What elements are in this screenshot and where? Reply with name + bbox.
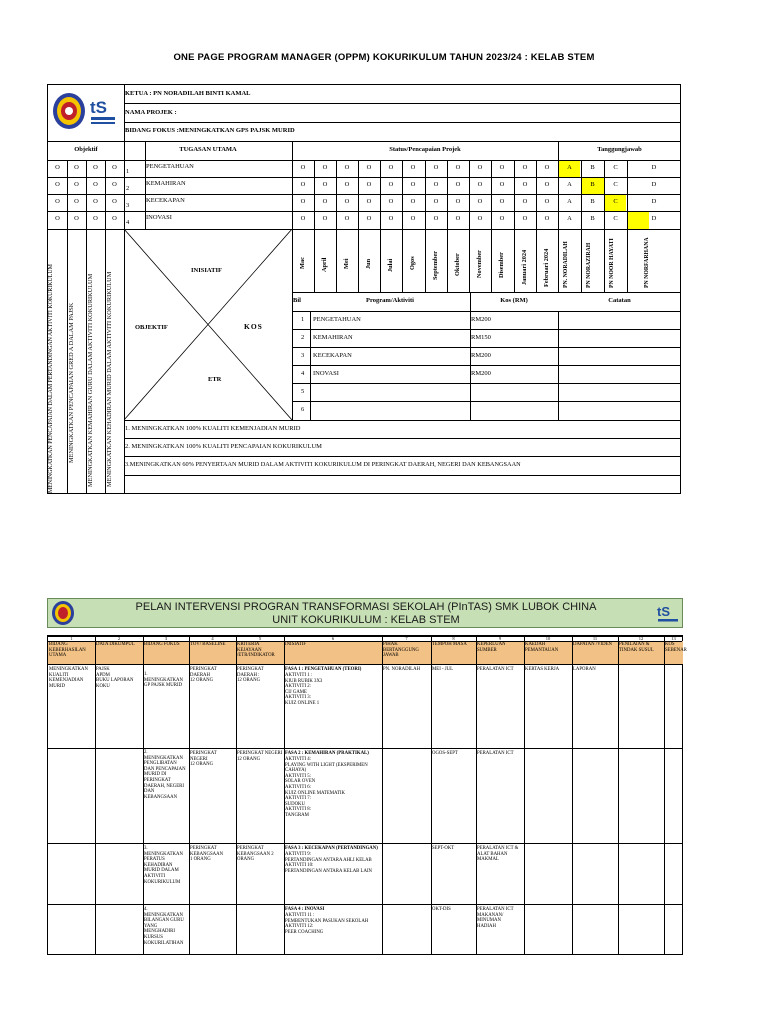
month-label: Ogos [409, 256, 416, 271]
inisiatif-title: FASA 1 : PENGETAHUAN (TEORI) [285, 667, 362, 672]
status-mark: O [322, 198, 328, 205]
status-mark: O [322, 164, 328, 171]
status-mark: O [300, 181, 306, 188]
program-bil: 3 [301, 352, 305, 359]
ts-logo [88, 93, 118, 127]
status-mark: O [410, 181, 416, 188]
program-bil: 2 [301, 334, 305, 341]
status-mark: O [477, 181, 483, 188]
program-kos-header: Kos (RM) [500, 297, 528, 304]
program-catatan-header: Catatan [608, 297, 631, 304]
svg-text:tS: tS [657, 604, 670, 619]
pintas-title-line1: PELAN INTERVENSI PROGRAN TRANSFORMASI SEKOLAH (PInTAS) SMK LUBOK CHINA [135, 601, 597, 613]
status-mark: O [388, 164, 394, 171]
resp-letter: C [613, 164, 618, 171]
program-kos: RM200 [471, 316, 491, 323]
status-mark: O [499, 198, 505, 205]
column-number: 13 [671, 636, 676, 641]
status-mark: O [300, 164, 306, 171]
tempoh-masa: MEI - JUL [432, 667, 454, 672]
person-label: PN NORFARHANA [644, 237, 650, 288]
dapatan-eviden: LAPORAN [573, 667, 596, 672]
inisiatif-detail: AKTIVITI 11 : PEMBENTUKAN PASUKAN SEKOLAH AKTIVITI 12: PEER COACHING [285, 913, 369, 935]
vertical-objective: MENINGKATKAN PENCAPAIAN DALAM PERTANDINGAN AKTIVITI KOKURIKULUM [48, 264, 54, 493]
status-mark: O [322, 181, 328, 188]
objective-mark: O [112, 181, 117, 188]
objective-mark: O [93, 181, 98, 188]
keperluan-sumber: PERALATAN ICT [477, 667, 514, 672]
objective-mark: O [74, 181, 79, 188]
vertical-objective: MENINGKATKAN KEHADIRAN MURID DALAM AKTIVITI KOKURIKULUM [106, 271, 113, 487]
objective-mark: O [55, 198, 60, 205]
status-mark: O [499, 181, 505, 188]
column-header: INISIATIF [285, 642, 307, 647]
oppm-table [47, 84, 681, 494]
resp-letter: D [651, 181, 657, 188]
status-mark: O [366, 198, 372, 205]
status-mark: O [455, 215, 461, 222]
column-number: 2 [117, 636, 121, 641]
month-label: Februari 2024 [543, 248, 550, 288]
resp-letter: C [613, 198, 618, 205]
column-number: 4 [211, 636, 214, 641]
column-number: 8 [452, 636, 455, 641]
program-bil-header: Bil [293, 297, 301, 304]
resp-letter: A [567, 198, 572, 205]
column-header: PIHAK BERTANGGUNG JAWAB [383, 642, 419, 659]
column-header: BIDANG KEBERHASILAN UTAMA [49, 642, 86, 659]
nama-projek-label: NAMA PROJEK : [125, 109, 177, 116]
tugasan-header: TUGASAN UTAMA [179, 146, 237, 153]
data-dikumpul: PAJSK APDM BUKU LAPORAN KOKU [96, 667, 134, 689]
column-header: TOV/ BASELINE [190, 642, 226, 647]
status-mark: O [388, 215, 394, 222]
status-mark: O [455, 198, 461, 205]
objective-mark: O [112, 215, 117, 222]
column-number: 11 [592, 636, 598, 641]
bidang-fokus: 2. MENINGKATKAN PENGLIBATAN DAN PENCAPAIAN MURID DI PERINGKAT DAERAH, NEGERI DAN KEBANGSAAN [144, 750, 186, 800]
column-number: 7 [405, 636, 408, 641]
status-mark: O [522, 198, 528, 205]
vertical-objective: MENINGKATKAN KEMAHIRAN GURU DALAM AKTIVITI KOKURIKULUM [87, 273, 94, 487]
program-name: KECEKAPAN [313, 352, 352, 359]
program-bil: 6 [301, 406, 305, 413]
column-header: KEPERLUAN SUMBER [477, 642, 506, 653]
tanggungjawab-header: Tanggungjawab [597, 146, 642, 153]
status-mark: O [300, 198, 306, 205]
kriteria-etr: PERINGKAT DAERAH : 12 ORANG [237, 667, 264, 684]
resp-letter: C [613, 181, 618, 188]
month-label: April [321, 257, 328, 273]
status-mark: O [366, 215, 372, 222]
person-label: PN NOOR HAYATI [609, 238, 615, 288]
inisiatif-detail: AKTIVITI 4: PLAYING WITH LIGHT (EKSPERIMEN CAHAYA) AKTIVITI 5: SOLAR OVEN AKTIVITI 6: KUIZ ONLINE MATEMATIK AKTIVITI 7: SUDOKU AKTIVITI 8: TANGRAM [285, 757, 368, 818]
bidang-fokus-label: BIDANG FOKUS :MENINGKATKAN GPS PAJSK MURID [125, 127, 295, 134]
ketua-label: KETUA : PN NORADILAH BINTI KAMAL [125, 90, 251, 97]
objective-mark: O [93, 164, 98, 171]
inisiatif-title: FASA 2 : KEMAHIRAN (PRAKTIKAL) [285, 751, 369, 756]
column-number: 1 [70, 636, 73, 641]
status-mark: O [455, 164, 461, 171]
x-label-inisiatif: INISIATIF [191, 267, 222, 274]
bidang-fokus: 4. MENINGKATKAN BILANGAN GURU YANG MENGHADIRI KURSUS KOKURILATIHAN [144, 907, 184, 946]
ts-logo [656, 601, 680, 626]
task-name: PENGETAHUAN [146, 163, 194, 170]
resp-letter: A [567, 215, 572, 222]
status-mark: O [433, 198, 439, 205]
status-mark: O [366, 164, 372, 171]
resp-letter: D [651, 198, 657, 205]
program-bil: 1 [301, 316, 305, 323]
inisiatif-detail: AKTIVITI 9: PERTANDINGAN ANTARA AHLI KELAB AKTIVITI 10: PERTANDINGAN ANTARA KELAB LAIN [285, 852, 373, 874]
keperluan-sumber: PERALATAN ICT MAKANAN/ MINUMAN HADIAH [477, 907, 514, 929]
resp-letter: D [651, 215, 657, 222]
objective-mark: O [112, 164, 117, 171]
keperluan-sumber: PERALATAN ICT [477, 751, 514, 756]
resp-letter: B [590, 164, 595, 171]
status-mark: O [433, 164, 439, 171]
month-label: November [476, 249, 483, 278]
column-number: 12 [638, 636, 644, 641]
task-name: KECEKAPAN [146, 197, 185, 204]
status-mark: O [522, 215, 528, 222]
kriteria-etr: PERINGKAT KEBANGSAAN 2 ORANG [237, 846, 274, 863]
x-label-objektif: OBJEKTIF [135, 324, 168, 331]
program-name: PENGETAHUAN [313, 316, 361, 323]
objective-mark: O [55, 215, 60, 222]
status-mark: O [499, 164, 505, 171]
resp-letter: B [590, 181, 595, 188]
status-header: Status/Pencapaian Projek [389, 146, 461, 153]
month-label: Januari 2024 [521, 250, 528, 286]
keperluan-sumber: PERALATAN ICT & ALAT BAHAN MAKMAL [477, 846, 519, 863]
resp-letter: C [613, 215, 618, 222]
oppm-title: ONE PAGE PROGRAM MANAGER (OPPM) KOKURIKULUM TAHUN 2023/24 : KELAB STEM [173, 52, 595, 63]
program-kos: RM200 [471, 370, 491, 377]
task-name: KEMAHIRAN [146, 180, 186, 187]
status-mark: O [455, 181, 461, 188]
column-header: TEMPOH MASA [432, 642, 467, 647]
svg-text:tS: tS [90, 98, 107, 117]
program-name-header: Program/Aktiviti [366, 297, 414, 304]
status-mark: O [388, 198, 394, 205]
status-mark: O [344, 198, 350, 205]
resp-letter: A [567, 164, 572, 171]
pihak-bertanggungjawab: PN. NORADILAH [383, 667, 421, 672]
kriteria-etr: PERINGKAT NEGERI 12 ORANG [237, 751, 283, 762]
resp-letter: D [651, 164, 657, 171]
tempoh-masa: SEPT-OKT [432, 846, 455, 851]
resp-letter: B [590, 215, 595, 222]
column-header: KRITERIA KEJAYAAN /ETR/INDIKATOR [237, 642, 275, 659]
program-name: INOVASI [313, 370, 339, 377]
tov-baseline: PERINGKAT DAERAH 12 ORANG [190, 667, 217, 684]
column-header: KOS SEBENAR [665, 642, 687, 653]
inisiatif-title: FASA 3 : KECEKAPAN (PERTANDINGAN) [285, 846, 378, 851]
status-mark: O [410, 215, 416, 222]
status-mark: O [544, 215, 550, 222]
task-number: 3 [126, 202, 130, 209]
status-mark: O [344, 181, 350, 188]
tempoh-masa: OKT-DIS [432, 907, 451, 912]
bidang-fokus: 1. MENINGKATKAN GP PAJSK MURID [144, 672, 183, 689]
bidang-keberhasilan: MENINGKATKAN KUALITI KEMENJADIAN MURID [49, 667, 88, 689]
column-header: KAEDAH PEMANTAUAN [525, 642, 559, 653]
column-header: DATA DIKUMPUL [96, 642, 135, 647]
status-mark: O [477, 215, 483, 222]
column-number: 5 [258, 636, 262, 641]
person-label: PN. NORADILAH [563, 241, 569, 288]
status-mark: O [344, 164, 350, 171]
status-mark: O [544, 198, 550, 205]
tov-baseline: PERINGKAT KEBANGSAAN 1 ORANG [190, 846, 224, 863]
program-name: KEMAHIRAN [313, 334, 353, 341]
status-mark: O [477, 198, 483, 205]
objective-mark: O [74, 198, 79, 205]
status-mark: O [410, 198, 416, 205]
task-name: INOVASI [146, 214, 172, 221]
objective-mark: O [55, 181, 60, 188]
pintas-header-bar [47, 598, 683, 628]
kaedah-pemantauan: KERTAS KERJA [525, 667, 560, 672]
tov-baseline: PERINGKAT NEGERI 12 ORANG [190, 751, 217, 768]
objective-mark: O [93, 215, 98, 222]
status-mark: O [499, 215, 505, 222]
month-label: Disember [498, 251, 505, 278]
objective-mark: O [74, 164, 79, 171]
bidang-fokus: 3. MENINGKATKAN PERATUS KEHADIRAN MURID DALAM AKTIVITI KOKURIKULUM [144, 846, 183, 885]
month-label: Julai [387, 258, 394, 273]
objective-mark: O [55, 164, 60, 171]
inisiatif-detail: AKTIVITI 1 : KIUB RUBIK 3X3 AKTIVITI 2: CIJ GAME AKTIVITI 3: KUIZ ONLINE 1 [285, 673, 323, 706]
status-mark: O [322, 215, 328, 222]
column-number: 6 [331, 636, 335, 641]
x-label-kos: KOS [244, 322, 263, 331]
status-mark: O [366, 181, 372, 188]
pintas-title [48, 601, 684, 627]
program-kos: RM150 [471, 334, 491, 341]
tempoh-masa: OGOS-SEPT [432, 751, 458, 756]
x-label-etr: ETR [208, 376, 222, 383]
column-number: 10 [545, 636, 551, 641]
status-mark: O [477, 164, 483, 171]
status-mark: O [433, 215, 439, 222]
task-number: 4 [126, 219, 130, 226]
pintas-title-line2: UNIT KOKURIKULUM : KELAB STEM [272, 614, 460, 626]
status-mark: O [433, 181, 439, 188]
task-number: 2 [126, 185, 130, 192]
status-mark: O [522, 164, 528, 171]
resp-letter: B [590, 198, 595, 205]
program-bil: 4 [301, 370, 305, 377]
school-crest-logo [52, 91, 86, 131]
month-label: Mac [299, 256, 306, 269]
month-label: Oktober [454, 253, 461, 276]
task-number: 1 [126, 168, 130, 175]
inisiatif-title: FASA 4 : INOVASI [285, 907, 325, 912]
pintas-table [47, 635, 687, 955]
objektif-header: Objektif [74, 146, 98, 153]
resp-letter: A [567, 181, 572, 188]
vertical-objective: MENINGKATKAN PENCAPAIAN GRED A DALAM PAJSK [68, 302, 75, 463]
column-header: PENILAIAN & TINDAK SUSUL [619, 642, 654, 653]
column-header: BIDANG FOKUS [144, 642, 180, 647]
month-label: September [432, 250, 439, 280]
status-mark: O [522, 181, 528, 188]
status-mark: O [544, 181, 550, 188]
program-bil: 5 [301, 388, 305, 395]
status-mark: O [300, 215, 306, 222]
column-header: DAPATAN /VIDEN [573, 642, 613, 647]
column-number: 3 [164, 636, 168, 641]
target-2: 2. MENINGKATKAN 100% KUALITI PENCAPAIAN KOKURIKULUM [125, 443, 322, 450]
target-1: 1. MENINGKATKAN 100% KUALITI KEMENJADIAN MURID [125, 425, 301, 432]
program-kos: RM200 [471, 352, 491, 359]
objective-mark: O [112, 198, 117, 205]
status-mark: O [388, 181, 394, 188]
objective-mark: O [74, 215, 79, 222]
month-label: Mei [343, 258, 350, 269]
status-mark: O [544, 164, 550, 171]
month-label: Jun [365, 258, 372, 269]
column-number: 9 [498, 636, 502, 641]
status-mark: O [410, 164, 416, 171]
target-3: 3.MENINGKATKAN 60% PENYERTAAN MURID DALAM AKTIVITI KOKURIKULUM DI PERINGKAT DAERAH, NEGERI DAN KEBANGSAAN [125, 461, 521, 468]
status-mark: O [344, 215, 350, 222]
person-label: PN NORAZIRAH [586, 242, 592, 288]
objective-mark: O [93, 198, 98, 205]
